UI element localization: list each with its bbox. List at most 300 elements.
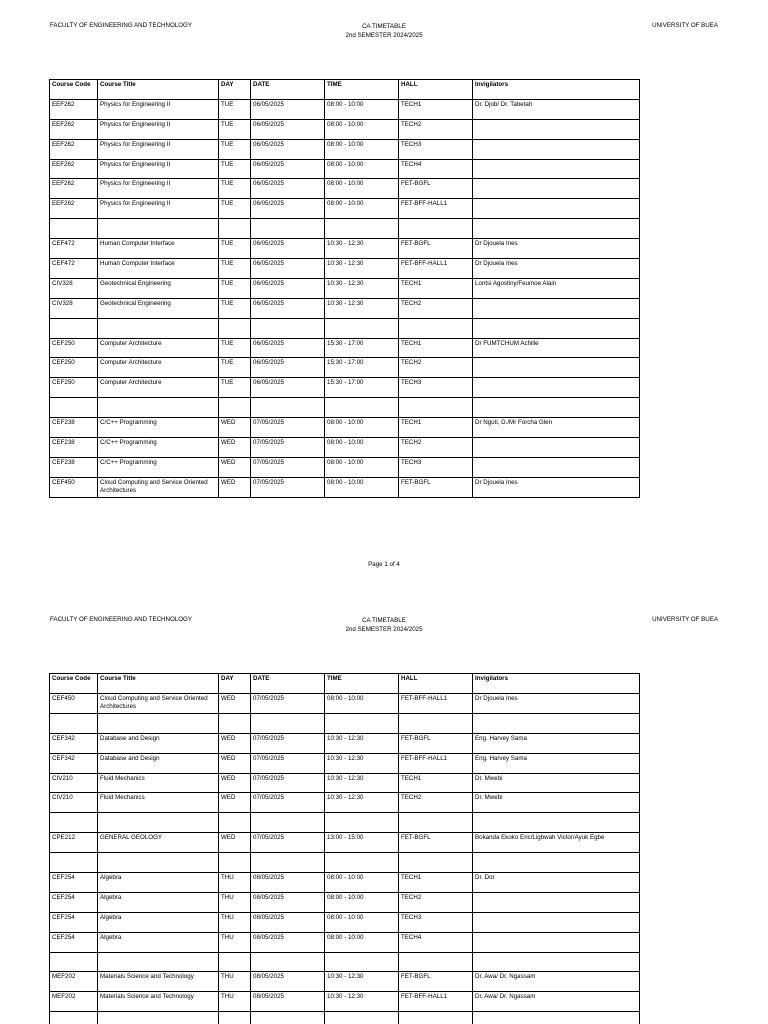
table-cell: FET-BGFL — [399, 239, 473, 259]
table-row — [50, 418, 640, 438]
table-cell: TUE — [219, 99, 251, 119]
table-cell — [473, 398, 640, 418]
table-cell: CIV328 — [50, 298, 98, 318]
table-cell — [251, 713, 325, 733]
title-line-1: CA TIMETABLE — [362, 617, 406, 624]
table-cell — [50, 398, 98, 418]
table-cell: THU — [219, 992, 251, 1012]
table-cell: FET-BGFL — [399, 477, 473, 497]
column-header: Invigilators — [473, 80, 640, 100]
timetable-title — [284, 616, 484, 634]
table-cell — [325, 952, 399, 972]
table-cell: CEF254 — [50, 892, 98, 912]
table-row — [50, 753, 640, 773]
table-cell: C/C++ Programming — [98, 457, 219, 477]
table-cell: 07/05/2025 — [251, 418, 325, 438]
table-cell: EEF262 — [50, 179, 98, 199]
table-cell — [399, 318, 473, 338]
table-cell: 08:00 - 10:00 — [325, 438, 399, 458]
table-cell: 15:30 - 17:00 — [325, 378, 399, 398]
table-cell: 07/05/2025 — [251, 477, 325, 497]
table-cell: 08:00 - 10:00 — [325, 199, 399, 219]
table-header-row — [50, 80, 640, 100]
table-cell — [219, 713, 251, 733]
table-cell — [251, 318, 325, 338]
table-cell: TUE — [219, 159, 251, 179]
table-cell: C/C++ Programming — [98, 418, 219, 438]
table-row — [50, 713, 640, 733]
column-header: Course Code — [50, 80, 98, 100]
table-cell: 08:00 - 10:00 — [325, 892, 399, 912]
table-cell — [399, 1012, 473, 1024]
table-cell: 06/05/2025 — [251, 119, 325, 139]
table-cell: Eng. Harvey Sama — [473, 733, 640, 753]
table-cell: THU — [219, 892, 251, 912]
table-cell: Algebra — [98, 912, 219, 932]
table-row — [50, 972, 640, 992]
column-header: DAY — [219, 674, 251, 694]
table-cell — [399, 398, 473, 418]
table-cell: WED — [219, 793, 251, 813]
table-row — [50, 932, 640, 952]
table-cell: 06/05/2025 — [251, 378, 325, 398]
table-cell: 10:30 - 12:30 — [325, 992, 399, 1012]
table-cell: TUE — [219, 378, 251, 398]
table-cell: FET-BFF-HALL1 — [399, 992, 473, 1012]
table-cell: TECH1 — [399, 338, 473, 358]
table-row — [50, 873, 640, 893]
table-cell — [473, 318, 640, 338]
table-cell: CEF450 — [50, 693, 98, 713]
table-row — [50, 298, 640, 318]
table-row — [50, 733, 640, 753]
table-cell: 08:00 - 10:00 — [325, 477, 399, 497]
column-header: Invigilators — [473, 674, 640, 694]
table-cell: Database and Design — [98, 733, 219, 753]
table-cell — [473, 713, 640, 733]
table-cell — [473, 932, 640, 952]
table-row — [50, 99, 640, 119]
table-cell: 08:00 - 10:00 — [325, 139, 399, 159]
table-cell: THU — [219, 932, 251, 952]
table-cell: 07/05/2025 — [251, 753, 325, 773]
table-cell — [473, 219, 640, 239]
table-row — [50, 219, 640, 239]
table-cell: Fluid Mechanics — [98, 793, 219, 813]
table-cell — [399, 713, 473, 733]
faculty-name: FACULTY OF ENGINEERING AND TECHNOLOGY — [50, 616, 192, 623]
table-cell: 08:00 - 10:00 — [325, 418, 399, 438]
table-cell — [473, 358, 640, 378]
table-cell: CEF342 — [50, 733, 98, 753]
table-cell: Human Computer Interface — [98, 239, 219, 259]
table-cell: Lontsi Agostiny/Feumoe Alain — [473, 278, 640, 298]
table-cell: Materials Science and Technology — [98, 992, 219, 1012]
table-cell: FET-BFF-HALL1 — [399, 199, 473, 219]
table-cell: 08:00 - 10:00 — [325, 119, 399, 139]
page-2-header — [0, 616, 768, 646]
table-cell — [98, 318, 219, 338]
table-cell: Computer Architecture — [98, 338, 219, 358]
table-cell: 08:00 - 10:00 — [325, 932, 399, 952]
table-cell: FET-BGFL — [399, 972, 473, 992]
table-cell: Algebra — [98, 932, 219, 952]
table-cell: Algebra — [98, 892, 219, 912]
table-cell: 07/05/2025 — [251, 733, 325, 753]
table-row — [50, 693, 640, 713]
table-cell: GENERAL GEOLOGY — [98, 833, 219, 853]
title-line-1: CA TIMETABLE — [362, 23, 406, 30]
table-cell: Dr Djouela Ines — [473, 259, 640, 279]
table-cell — [251, 813, 325, 833]
table-row — [50, 912, 640, 932]
table-cell: Dr. Awa/ Dr. Ngassam — [473, 972, 640, 992]
table-cell: FET-BGFL — [399, 179, 473, 199]
table-cell: CEF238 — [50, 418, 98, 438]
table-cell: 15:30 - 17:00 — [325, 338, 399, 358]
table-cell: THU — [219, 972, 251, 992]
table-cell — [98, 1012, 219, 1024]
table-cell: Dr Djouela Ines — [473, 693, 640, 713]
column-header: HALL — [399, 674, 473, 694]
table-row — [50, 398, 640, 418]
table-cell — [473, 853, 640, 873]
table-header-row — [50, 674, 640, 694]
table-cell: TECH3 — [399, 912, 473, 932]
table-cell: WED — [219, 438, 251, 458]
table-cell: 10:30 - 12:30 — [325, 278, 399, 298]
table-cell: Eng. Harvey Sama — [473, 753, 640, 773]
table-cell — [399, 813, 473, 833]
table-row — [50, 1012, 640, 1024]
column-header: DATE — [251, 674, 325, 694]
table-cell — [251, 1012, 325, 1024]
table-cell: Algebra — [98, 873, 219, 893]
table-cell: 08:00 - 10:00 — [325, 912, 399, 932]
table-cell — [473, 438, 640, 458]
table-cell — [325, 318, 399, 338]
table-cell — [325, 1012, 399, 1024]
table-row — [50, 199, 640, 219]
table-row — [50, 773, 640, 793]
title-line-2: 2nd SEMESTER 2024/2025 — [345, 32, 423, 39]
table-cell: 08/05/2025 — [251, 972, 325, 992]
table-cell: EEF262 — [50, 199, 98, 219]
table-cell: 06/05/2025 — [251, 278, 325, 298]
table-cell: EEF262 — [50, 119, 98, 139]
column-header: TIME — [325, 674, 399, 694]
table-cell: 10:30 - 12:30 — [325, 773, 399, 793]
timetable-table-page-1 — [49, 79, 640, 498]
table-cell: 08:00 - 10:00 — [325, 873, 399, 893]
table-row — [50, 992, 640, 1012]
table-cell — [50, 713, 98, 733]
timetable-table-page-2 — [49, 673, 640, 1024]
table-cell: TUE — [219, 199, 251, 219]
table-cell: 06/05/2025 — [251, 239, 325, 259]
table-cell: Dr. Dor — [473, 873, 640, 893]
table-cell: 06/05/2025 — [251, 298, 325, 318]
table-cell: 10:30 - 12:30 — [325, 733, 399, 753]
table-cell: CEF238 — [50, 438, 98, 458]
table-cell: TUE — [219, 139, 251, 159]
table-cell: Physics for Engineering II — [98, 159, 219, 179]
faculty-name: FACULTY OF ENGINEERING AND TECHNOLOGY — [50, 22, 192, 29]
table-cell: 07/05/2025 — [251, 457, 325, 477]
table-cell: 10:30 - 12:30 — [325, 972, 399, 992]
table-cell: Physics for Engineering II — [98, 139, 219, 159]
table-cell: CEF450 — [50, 477, 98, 497]
table-cell: 08/05/2025 — [251, 873, 325, 893]
table-cell — [219, 318, 251, 338]
table-cell: TECH2 — [399, 298, 473, 318]
table-cell: CEF254 — [50, 932, 98, 952]
table-cell: 10:30 - 12:30 — [325, 753, 399, 773]
table-cell — [473, 892, 640, 912]
table-cell: 07/05/2025 — [251, 793, 325, 813]
table-cell: WED — [219, 457, 251, 477]
table-cell — [219, 952, 251, 972]
table-cell: TECH3 — [399, 378, 473, 398]
table-cell: 15:30 - 17:00 — [325, 358, 399, 378]
table-cell: TUE — [219, 298, 251, 318]
table-cell — [50, 952, 98, 972]
table-cell: Human Computer Interface — [98, 259, 219, 279]
table-cell: 08:00 - 10:00 — [325, 159, 399, 179]
table-cell: CEF250 — [50, 378, 98, 398]
table-cell: 07/05/2025 — [251, 773, 325, 793]
title-line-2: 2nd SEMESTER 2024/2025 — [345, 626, 423, 633]
table-cell — [98, 952, 219, 972]
table-row — [50, 477, 640, 497]
table-cell: Fluid Mechanics — [98, 773, 219, 793]
table-cell: THU — [219, 873, 251, 893]
table-cell — [473, 1012, 640, 1024]
table-cell: Dr. Mwebi — [473, 793, 640, 813]
table-cell: Dr Djouela Ines — [473, 477, 640, 497]
table-cell: MEF202 — [50, 992, 98, 1012]
table-cell — [399, 853, 473, 873]
table-cell: Dr Nguti, D./Mr Forcha Glen — [473, 418, 640, 438]
table-cell — [325, 713, 399, 733]
table-cell: 06/05/2025 — [251, 358, 325, 378]
table-cell: MEF202 — [50, 972, 98, 992]
table-cell: CIV328 — [50, 278, 98, 298]
table-cell: 10:30 - 12:30 — [325, 239, 399, 259]
table-cell — [399, 219, 473, 239]
table-row — [50, 853, 640, 873]
table-cell: Dr FUMTCHUM Achille — [473, 338, 640, 358]
table-cell — [219, 1012, 251, 1024]
table-cell: TECH3 — [399, 457, 473, 477]
table-row — [50, 892, 640, 912]
table-cell — [325, 853, 399, 873]
table-row — [50, 318, 640, 338]
table-cell: WED — [219, 418, 251, 438]
table-row — [50, 457, 640, 477]
table-cell — [325, 219, 399, 239]
table-cell: Computer Architecture — [98, 358, 219, 378]
table-cell — [251, 219, 325, 239]
table-cell: 08:00 - 10:00 — [325, 693, 399, 713]
table-cell — [251, 853, 325, 873]
table-row — [50, 338, 640, 358]
table-cell: Database and Design — [98, 753, 219, 773]
table-cell: CIV210 — [50, 773, 98, 793]
table-cell: CEF254 — [50, 873, 98, 893]
table-cell: Computer Architecture — [98, 378, 219, 398]
column-header: TIME — [325, 80, 399, 100]
table-cell: Physics for Engineering II — [98, 179, 219, 199]
table-cell: Physics for Engineering II — [98, 119, 219, 139]
table-cell: Materials Science and Technology — [98, 972, 219, 992]
university-name: UNIVERSITY OF BUEA — [652, 22, 718, 29]
table-cell: THU — [219, 912, 251, 932]
table-cell: WED — [219, 477, 251, 497]
column-header: Course Code — [50, 674, 98, 694]
table-row — [50, 793, 640, 813]
table-cell: Bokanda Ekoko Eric/Ligbwah Victor/Ayuk Egbe — [473, 833, 640, 853]
table-cell — [325, 398, 399, 418]
table-cell — [473, 139, 640, 159]
table-cell — [219, 219, 251, 239]
table-cell: Geotechnical Engineering — [98, 298, 219, 318]
table-cell — [399, 952, 473, 972]
table-cell — [50, 813, 98, 833]
table-cell: TECH1 — [399, 99, 473, 119]
table-cell: TECH2 — [399, 438, 473, 458]
table-cell — [50, 853, 98, 873]
table-cell — [473, 813, 640, 833]
table-cell: 06/05/2025 — [251, 139, 325, 159]
table-cell: 10:30 - 12:30 — [325, 793, 399, 813]
table-cell: WED — [219, 733, 251, 753]
table-cell: 06/05/2025 — [251, 159, 325, 179]
column-header: Course Title — [98, 674, 219, 694]
table-cell — [473, 952, 640, 972]
table-cell: 06/05/2025 — [251, 259, 325, 279]
table-row — [50, 438, 640, 458]
table-row — [50, 239, 640, 259]
table-cell: EEF262 — [50, 159, 98, 179]
table-row — [50, 119, 640, 139]
table-cell: EEF262 — [50, 99, 98, 119]
table-row — [50, 179, 640, 199]
table-cell — [473, 298, 640, 318]
table-cell: FET-BGFL — [399, 733, 473, 753]
table-cell — [473, 159, 640, 179]
table-cell: FET-BFF-HALL1 — [399, 753, 473, 773]
table-cell — [219, 398, 251, 418]
table-cell: TECH1 — [399, 418, 473, 438]
page-1-header — [0, 22, 768, 52]
table-row — [50, 159, 640, 179]
table-cell: 08/05/2025 — [251, 912, 325, 932]
table-cell: 10:30 - 12:30 — [325, 298, 399, 318]
table-row — [50, 952, 640, 972]
table-cell: CEF254 — [50, 912, 98, 932]
table-cell: 13:00 - 15:00 — [325, 833, 399, 853]
table-cell: 08:00 - 10:00 — [325, 457, 399, 477]
table-cell: TECH2 — [399, 358, 473, 378]
table-cell: Dr. Djob/ Dr. Tabetah — [473, 99, 640, 119]
table-cell: TUE — [219, 278, 251, 298]
table-cell: TUE — [219, 119, 251, 139]
table-cell: FET-BFF-HALL1 — [399, 693, 473, 713]
table-cell: WED — [219, 773, 251, 793]
table-cell: 06/05/2025 — [251, 99, 325, 119]
table-cell: TUE — [219, 358, 251, 378]
table-cell: 08:00 - 10:00 — [325, 99, 399, 119]
university-name: UNIVERSITY OF BUEA — [652, 616, 718, 623]
table-cell — [219, 853, 251, 873]
table-cell: TECH2 — [399, 119, 473, 139]
table-cell: TECH2 — [399, 793, 473, 813]
table-cell: TECH2 — [399, 892, 473, 912]
table-cell — [473, 179, 640, 199]
table-cell: 08/05/2025 — [251, 992, 325, 1012]
table-cell: 08/05/2025 — [251, 892, 325, 912]
table-cell: CEF250 — [50, 338, 98, 358]
table-cell: FET-BGFL — [399, 833, 473, 853]
table-cell: Dr. Awa/ Dr. Ngassam — [473, 992, 640, 1012]
table-cell: CIV210 — [50, 793, 98, 813]
table-cell: TUE — [219, 338, 251, 358]
table-cell: CPE212 — [50, 833, 98, 853]
table-row — [50, 139, 640, 159]
table-cell — [98, 398, 219, 418]
table-cell — [50, 318, 98, 338]
column-header: DATE — [251, 80, 325, 100]
table-cell: WED — [219, 753, 251, 773]
table-cell: WED — [219, 693, 251, 713]
table-cell: 06/05/2025 — [251, 338, 325, 358]
table-cell: WED — [219, 833, 251, 853]
table-row — [50, 813, 640, 833]
table-cell — [251, 398, 325, 418]
table-cell: TECH1 — [399, 773, 473, 793]
table-cell: 07/05/2025 — [251, 833, 325, 853]
table-cell: FET-BFF-HALL1 — [399, 259, 473, 279]
table-cell — [473, 912, 640, 932]
table-cell — [473, 378, 640, 398]
table-cell — [98, 219, 219, 239]
table-row — [50, 259, 640, 279]
table-cell: 07/05/2025 — [251, 438, 325, 458]
table-cell: Physics for Engineering II — [98, 199, 219, 219]
table-cell: Dr. Mwebi — [473, 773, 640, 793]
column-header: HALL — [399, 80, 473, 100]
table-row — [50, 833, 640, 853]
table-cell: 06/05/2025 — [251, 179, 325, 199]
table-cell — [473, 457, 640, 477]
table-row — [50, 358, 640, 378]
column-header: DAY — [219, 80, 251, 100]
table-cell — [473, 119, 640, 139]
table-cell: CEF472 — [50, 259, 98, 279]
table-cell — [251, 952, 325, 972]
table-cell: TECH1 — [399, 873, 473, 893]
table-cell — [98, 813, 219, 833]
table-cell: 08/05/2025 — [251, 932, 325, 952]
table-cell: TECH1 — [399, 278, 473, 298]
table-cell: C/C++ Programming — [98, 438, 219, 458]
table-cell — [325, 813, 399, 833]
table-cell — [98, 713, 219, 733]
table-cell: TUE — [219, 239, 251, 259]
table-cell — [219, 813, 251, 833]
table-cell: CEF238 — [50, 457, 98, 477]
